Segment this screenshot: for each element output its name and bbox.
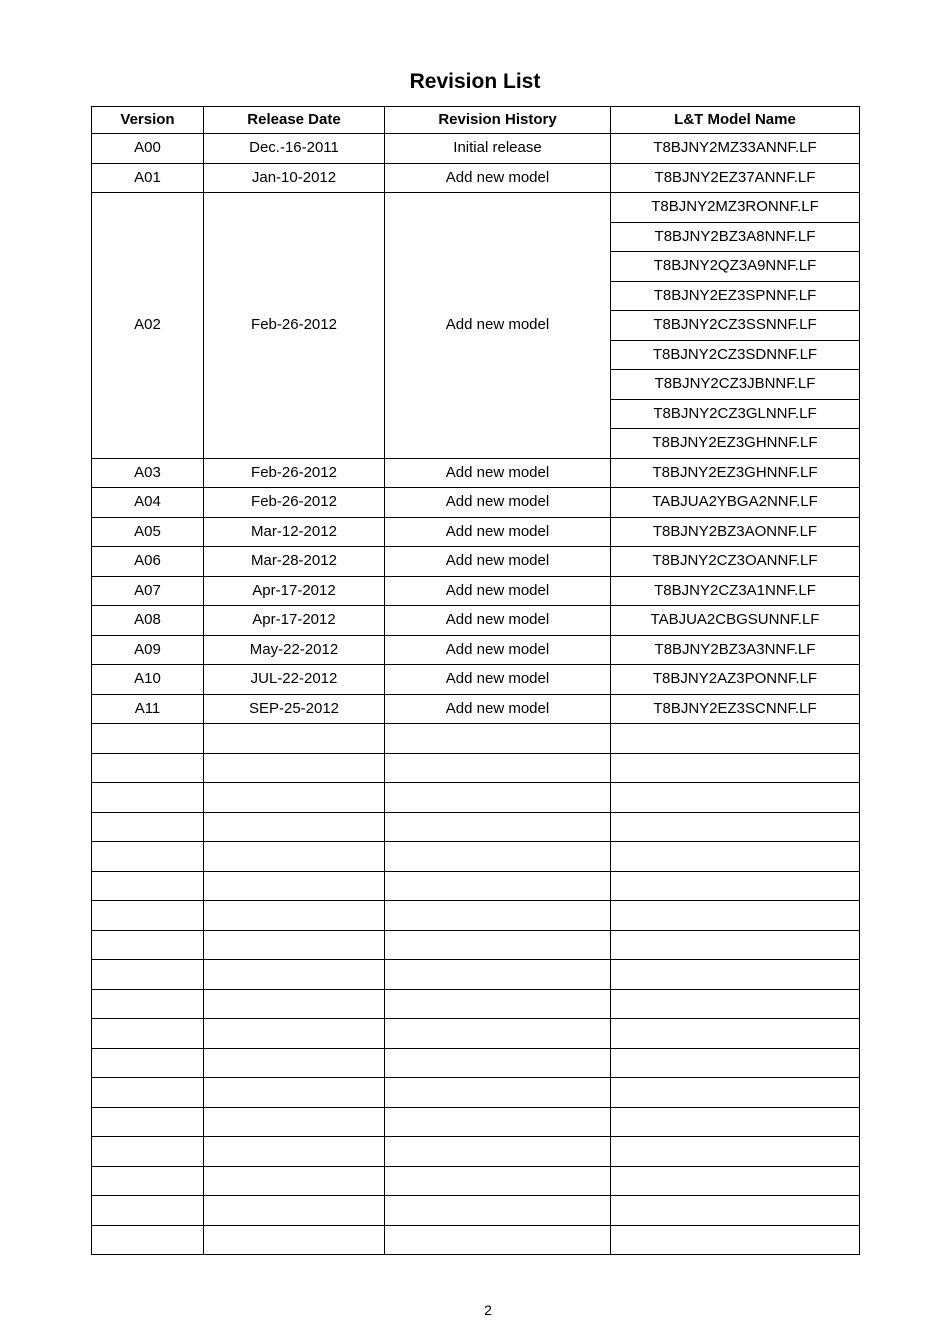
empty-row	[92, 901, 860, 931]
empty-cell	[385, 842, 611, 872]
empty-cell	[385, 753, 611, 783]
empty-row	[92, 1196, 860, 1226]
empty-cell	[92, 1225, 204, 1255]
empty-cell	[385, 1107, 611, 1137]
table-row	[92, 547, 860, 577]
table-row	[92, 576, 860, 606]
header-row	[92, 107, 860, 134]
release-date-cell: Mar-28-2012	[204, 547, 385, 577]
table-row	[92, 134, 860, 164]
empty-cell	[611, 871, 860, 901]
empty-row	[92, 724, 860, 754]
table-body	[92, 134, 860, 1255]
release-date-cell: Mar-12-2012	[204, 517, 385, 547]
model-name-cell: TABJUA2YBGA2NNF.LF	[611, 488, 860, 518]
empty-cell	[204, 989, 385, 1019]
version-cell: A01	[92, 163, 204, 193]
model-name-cell: T8BJNY2BZ3A8NNF.LF	[611, 222, 860, 252]
empty-cell	[92, 1078, 204, 1108]
release-date-cell: Dec.-16-2011	[204, 134, 385, 164]
release-date-cell: Apr-17-2012	[204, 606, 385, 636]
empty-cell	[204, 812, 385, 842]
empty-row	[92, 1107, 860, 1137]
empty-row	[92, 1166, 860, 1196]
model-name-cell: T8BJNY2BZ3A3NNF.LF	[611, 635, 860, 665]
empty-cell	[204, 724, 385, 754]
empty-cell	[611, 1019, 860, 1049]
empty-row	[92, 1019, 860, 1049]
model-name-cell: T8BJNY2CZ3GLNNF.LF	[611, 399, 860, 429]
release-date-cell: Feb-26-2012	[204, 458, 385, 488]
revision-history-cell: Initial release	[385, 134, 611, 164]
empty-cell	[611, 1107, 860, 1137]
empty-row	[92, 930, 860, 960]
empty-cell	[204, 1019, 385, 1049]
empty-row	[92, 783, 860, 813]
empty-cell	[385, 812, 611, 842]
empty-cell	[204, 1078, 385, 1108]
revision-history-cell: Add new model	[385, 193, 611, 459]
header-model-name: L&T Model Name	[611, 107, 860, 134]
empty-cell	[92, 783, 204, 813]
revision-history-cell: Add new model	[385, 547, 611, 577]
empty-cell	[204, 1225, 385, 1255]
empty-cell	[611, 989, 860, 1019]
table-row	[92, 458, 860, 488]
empty-cell	[385, 871, 611, 901]
model-name-cell: T8BJNY2EZ37ANNF.LF	[611, 163, 860, 193]
model-name-cell: T8BJNY2EZ3SCNNF.LF	[611, 694, 860, 724]
model-name-cell: T8BJNY2BZ3AONNF.LF	[611, 517, 860, 547]
header-version: Version	[92, 107, 204, 134]
empty-cell	[92, 871, 204, 901]
empty-cell	[92, 901, 204, 931]
empty-row	[92, 1225, 860, 1255]
empty-cell	[611, 1166, 860, 1196]
empty-cell	[204, 960, 385, 990]
empty-cell	[385, 960, 611, 990]
empty-cell	[204, 871, 385, 901]
revision-history-cell: Add new model	[385, 606, 611, 636]
table-row	[92, 517, 860, 547]
empty-cell	[385, 1196, 611, 1226]
empty-cell	[204, 753, 385, 783]
empty-cell	[611, 1078, 860, 1108]
empty-cell	[385, 901, 611, 931]
empty-cell	[92, 1137, 204, 1167]
empty-row	[92, 812, 860, 842]
version-cell: A04	[92, 488, 204, 518]
table-row	[92, 488, 860, 518]
model-name-cell: T8BJNY2CZ3A1NNF.LF	[611, 576, 860, 606]
empty-row	[92, 1078, 860, 1108]
empty-cell	[92, 842, 204, 872]
empty-cell	[385, 1019, 611, 1049]
model-name-cell: T8BJNY2EZ3GHNNF.LF	[611, 429, 860, 459]
version-cell: A05	[92, 517, 204, 547]
empty-cell	[385, 989, 611, 1019]
page-number: 2	[484, 1302, 492, 1318]
empty-cell	[611, 1225, 860, 1255]
empty-cell	[611, 842, 860, 872]
empty-cell	[204, 842, 385, 872]
empty-cell	[204, 1166, 385, 1196]
empty-cell	[385, 930, 611, 960]
empty-cell	[204, 1196, 385, 1226]
empty-cell	[611, 1048, 860, 1078]
model-name-cell: TABJUA2CBGSUNNF.LF	[611, 606, 860, 636]
revision-history-cell: Add new model	[385, 488, 611, 518]
table-row	[92, 694, 860, 724]
empty-cell	[92, 1019, 204, 1049]
empty-cell	[204, 1137, 385, 1167]
revision-history-cell: Add new model	[385, 517, 611, 547]
empty-cell	[92, 1166, 204, 1196]
header-revision-history: Revision History	[385, 107, 611, 134]
empty-row	[92, 1137, 860, 1167]
empty-cell	[385, 1137, 611, 1167]
release-date-cell: SEP-25-2012	[204, 694, 385, 724]
empty-cell	[92, 989, 204, 1019]
empty-cell	[204, 1107, 385, 1137]
model-name-cell: T8BJNY2MZ3RONNF.LF	[611, 193, 860, 223]
empty-row	[92, 753, 860, 783]
empty-cell	[92, 1107, 204, 1137]
empty-cell	[92, 930, 204, 960]
empty-cell	[611, 783, 860, 813]
revision-history-cell: Add new model	[385, 458, 611, 488]
empty-cell	[204, 1048, 385, 1078]
version-cell: A09	[92, 635, 204, 665]
model-name-cell: T8BJNY2CZ3SDNNF.LF	[611, 340, 860, 370]
empty-cell	[204, 783, 385, 813]
empty-cell	[385, 783, 611, 813]
release-date-cell: May-22-2012	[204, 635, 385, 665]
version-cell: A02	[92, 193, 204, 459]
table-row	[92, 606, 860, 636]
empty-cell	[92, 724, 204, 754]
header-release-date: Release Date	[204, 107, 385, 134]
release-date-cell: Apr-17-2012	[204, 576, 385, 606]
empty-row	[92, 960, 860, 990]
table-row	[92, 193, 860, 223]
empty-cell	[385, 1225, 611, 1255]
empty-cell	[92, 753, 204, 783]
version-cell: A03	[92, 458, 204, 488]
empty-cell	[611, 960, 860, 990]
empty-cell	[204, 930, 385, 960]
empty-cell	[92, 960, 204, 990]
release-date-cell: Feb-26-2012	[204, 488, 385, 518]
empty-cell	[92, 1196, 204, 1226]
empty-cell	[611, 930, 860, 960]
model-name-cell: T8BJNY2CZ3OANNF.LF	[611, 547, 860, 577]
table-row	[92, 665, 860, 695]
empty-cell	[92, 812, 204, 842]
version-cell: A08	[92, 606, 204, 636]
revision-history-cell: Add new model	[385, 635, 611, 665]
version-cell: A00	[92, 134, 204, 164]
version-cell: A06	[92, 547, 204, 577]
model-name-cell: T8BJNY2AZ3PONNF.LF	[611, 665, 860, 695]
empty-cell	[611, 812, 860, 842]
empty-cell	[92, 1048, 204, 1078]
page-title: Revision List	[409, 70, 541, 93]
empty-row	[92, 842, 860, 872]
release-date-cell: Jan-10-2012	[204, 163, 385, 193]
empty-cell	[611, 1137, 860, 1167]
version-cell: A10	[92, 665, 204, 695]
empty-cell	[611, 1196, 860, 1226]
empty-cell	[385, 1048, 611, 1078]
empty-cell	[611, 753, 860, 783]
revision-table	[91, 106, 860, 1255]
empty-row	[92, 871, 860, 901]
empty-cell	[204, 901, 385, 931]
revision-history-cell: Add new model	[385, 694, 611, 724]
revision-history-cell: Add new model	[385, 163, 611, 193]
empty-cell	[611, 724, 860, 754]
release-date-cell: Feb-26-2012	[204, 193, 385, 459]
model-name-cell: T8BJNY2EZ3SPNNF.LF	[611, 281, 860, 311]
empty-row	[92, 1048, 860, 1078]
model-name-cell: T8BJNY2CZ3SSNNF.LF	[611, 311, 860, 341]
empty-row	[92, 989, 860, 1019]
version-cell: A07	[92, 576, 204, 606]
model-name-cell: T8BJNY2EZ3GHNNF.LF	[611, 458, 860, 488]
model-name-cell: T8BJNY2MZ33ANNF.LF	[611, 134, 860, 164]
table-row	[92, 163, 860, 193]
version-cell: A11	[92, 694, 204, 724]
release-date-cell: JUL-22-2012	[204, 665, 385, 695]
table-row	[92, 635, 860, 665]
model-name-cell: T8BJNY2QZ3A9NNF.LF	[611, 252, 860, 282]
revision-history-cell: Add new model	[385, 576, 611, 606]
empty-cell	[385, 1166, 611, 1196]
empty-cell	[611, 901, 860, 931]
revision-history-cell: Add new model	[385, 665, 611, 695]
empty-cell	[385, 724, 611, 754]
empty-cell	[385, 1078, 611, 1108]
model-name-cell: T8BJNY2CZ3JBNNF.LF	[611, 370, 860, 400]
